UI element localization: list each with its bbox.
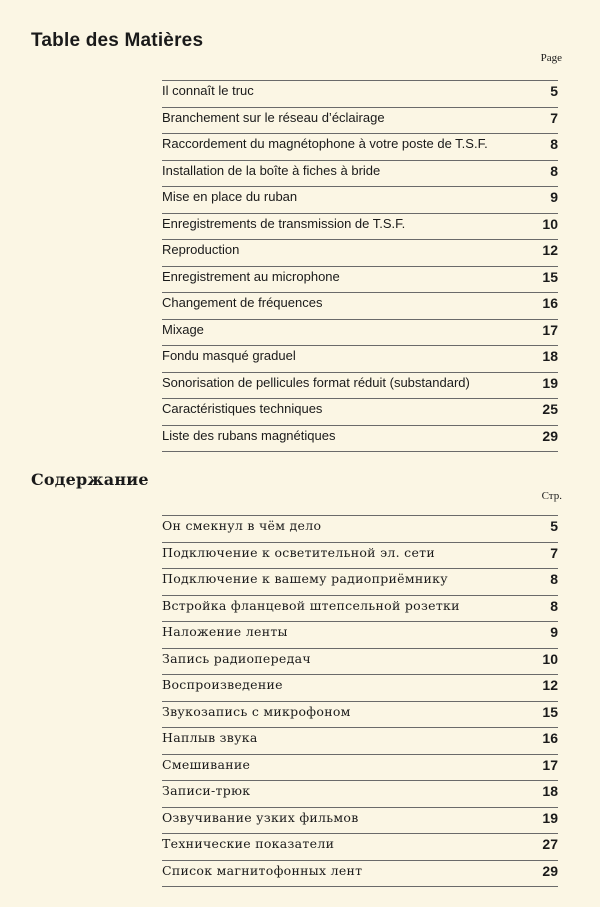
toc-entry <box>162 425 558 453</box>
toc-entry-page: 8 <box>550 571 558 587</box>
toc-entry <box>162 186 558 213</box>
toc-entry-page: 25 <box>542 401 558 417</box>
toc-entry-title: Технические показатели <box>162 836 335 851</box>
toc-entry <box>162 833 558 860</box>
section-heading: Table des Matières <box>31 30 204 51</box>
toc-entry-title: Mixage <box>162 321 204 337</box>
toc-entry-page: 12 <box>542 677 558 693</box>
toc-entry <box>162 80 558 107</box>
toc-entry-title: Enregistrement au microphone <box>162 268 340 284</box>
toc-entry <box>162 107 558 134</box>
toc-entry <box>162 213 558 240</box>
toc-entry-title: Liste des rubans magnétiques <box>162 427 336 443</box>
toc-entry <box>162 780 558 807</box>
toc-entry-title: Caractéristiques techniques <box>162 401 323 416</box>
toc-entry-page: 10 <box>542 650 558 667</box>
toc-entry-page: 17 <box>542 756 558 773</box>
toc-entry <box>162 345 558 372</box>
toc-entry-page: 15 <box>542 703 558 720</box>
toc-entry-page: 29 <box>542 427 558 444</box>
toc-entry-page: 15 <box>542 268 558 285</box>
toc-entry-page: 7 <box>550 109 558 126</box>
toc-entry-title: Встройка фланцевой штепсельной розетки <box>162 597 460 613</box>
toc-entry-title: Подключение к осветительной эл. сети <box>162 544 436 560</box>
toc-entry-title: Наплыв звука <box>162 730 258 745</box>
toc-entry-page: 17 <box>542 321 558 338</box>
toc-entry-page: 19 <box>542 374 558 391</box>
toc-entry-title: Подключение к вашему радиоприёмнику <box>162 571 448 586</box>
toc-entry-title: Звукозапись с микрофоном <box>162 703 351 719</box>
toc-entry-title: Sonorisation de pellicules format réduit (substandard) <box>162 374 470 390</box>
toc-entry <box>162 701 558 728</box>
toc-entry-page: 7 <box>550 544 558 561</box>
toc-entry-title: Он смекнул в чём дело <box>162 518 322 533</box>
section-heading: Содержание <box>31 470 149 489</box>
toc-entry-title: Fondu masqué graduel <box>162 348 296 363</box>
toc-entry-page: 16 <box>542 730 558 746</box>
toc-entry <box>162 372 558 399</box>
page-column-label: Стр. <box>541 490 562 502</box>
toc-entry <box>162 542 558 569</box>
toc-entry-title: Озвучивание узких фильмов <box>162 809 359 825</box>
toc-entry <box>162 266 558 293</box>
toc-entry-page: 12 <box>542 242 558 258</box>
toc-entry <box>162 860 558 888</box>
toc-entry-title: Смешивание <box>162 756 251 772</box>
toc-entry-title: Branchement sur le réseau d’éclairage <box>162 109 385 125</box>
toc-entry-title: Список магнитофонных лент <box>162 862 363 878</box>
toc-entry <box>162 595 558 622</box>
toc-entry-page: 27 <box>542 836 558 852</box>
toc-entry-title: Raccordement du magnétophone à votre poste de T.S.F. <box>162 136 488 151</box>
toc-entry-page: 5 <box>550 518 558 534</box>
toc-entry-title: Installation de la boîte à fiches à bride <box>162 162 381 178</box>
toc-entry-title: Воспроизведение <box>162 677 283 692</box>
toc-list <box>162 80 558 452</box>
toc-entry <box>162 754 558 781</box>
toc-entry-page: 10 <box>542 215 558 232</box>
toc-list <box>162 515 558 887</box>
toc-entry <box>162 398 558 425</box>
toc-entry <box>162 727 558 754</box>
toc-entry-page: 8 <box>550 136 558 152</box>
toc-entry-page: 18 <box>542 348 558 364</box>
toc-entry <box>162 674 558 701</box>
toc-entry-page: 9 <box>550 189 558 205</box>
toc-entry-page: 16 <box>542 295 558 311</box>
toc-entry-title: Mise en place du ruban <box>162 189 298 204</box>
toc-entry-page: 9 <box>550 624 558 640</box>
toc-entry-title: Записи-трюк <box>162 783 251 798</box>
toc-entry-title: Наложение ленты <box>162 624 288 639</box>
toc-entry-page: 5 <box>550 83 558 99</box>
toc-entry-page: 8 <box>550 597 558 614</box>
toc-entry-title: Reproduction <box>162 242 240 257</box>
toc-entry <box>162 621 558 648</box>
toc-entry <box>162 292 558 319</box>
page-column-label: Page <box>540 52 562 64</box>
toc-entry <box>162 319 558 346</box>
toc-entry <box>162 568 558 595</box>
toc-entry-title: Enregistrements de transmission de T.S.F. <box>162 215 406 231</box>
toc-entry <box>162 807 558 834</box>
toc-entry <box>162 133 558 160</box>
toc-entry-page: 8 <box>550 162 558 179</box>
toc-entry-page: 18 <box>542 783 558 799</box>
toc-entry <box>162 648 558 675</box>
toc-entry-title: Il connaît le truc <box>162 83 254 98</box>
toc-entry-title: Changement de fréquences <box>162 295 323 310</box>
toc-entry <box>162 239 558 266</box>
toc-entry-title: Запись радиопередач <box>162 650 311 666</box>
toc-entry <box>162 515 558 542</box>
toc-entry <box>162 160 558 187</box>
toc-entry-page: 19 <box>542 809 558 826</box>
toc-entry-page: 29 <box>542 862 558 879</box>
